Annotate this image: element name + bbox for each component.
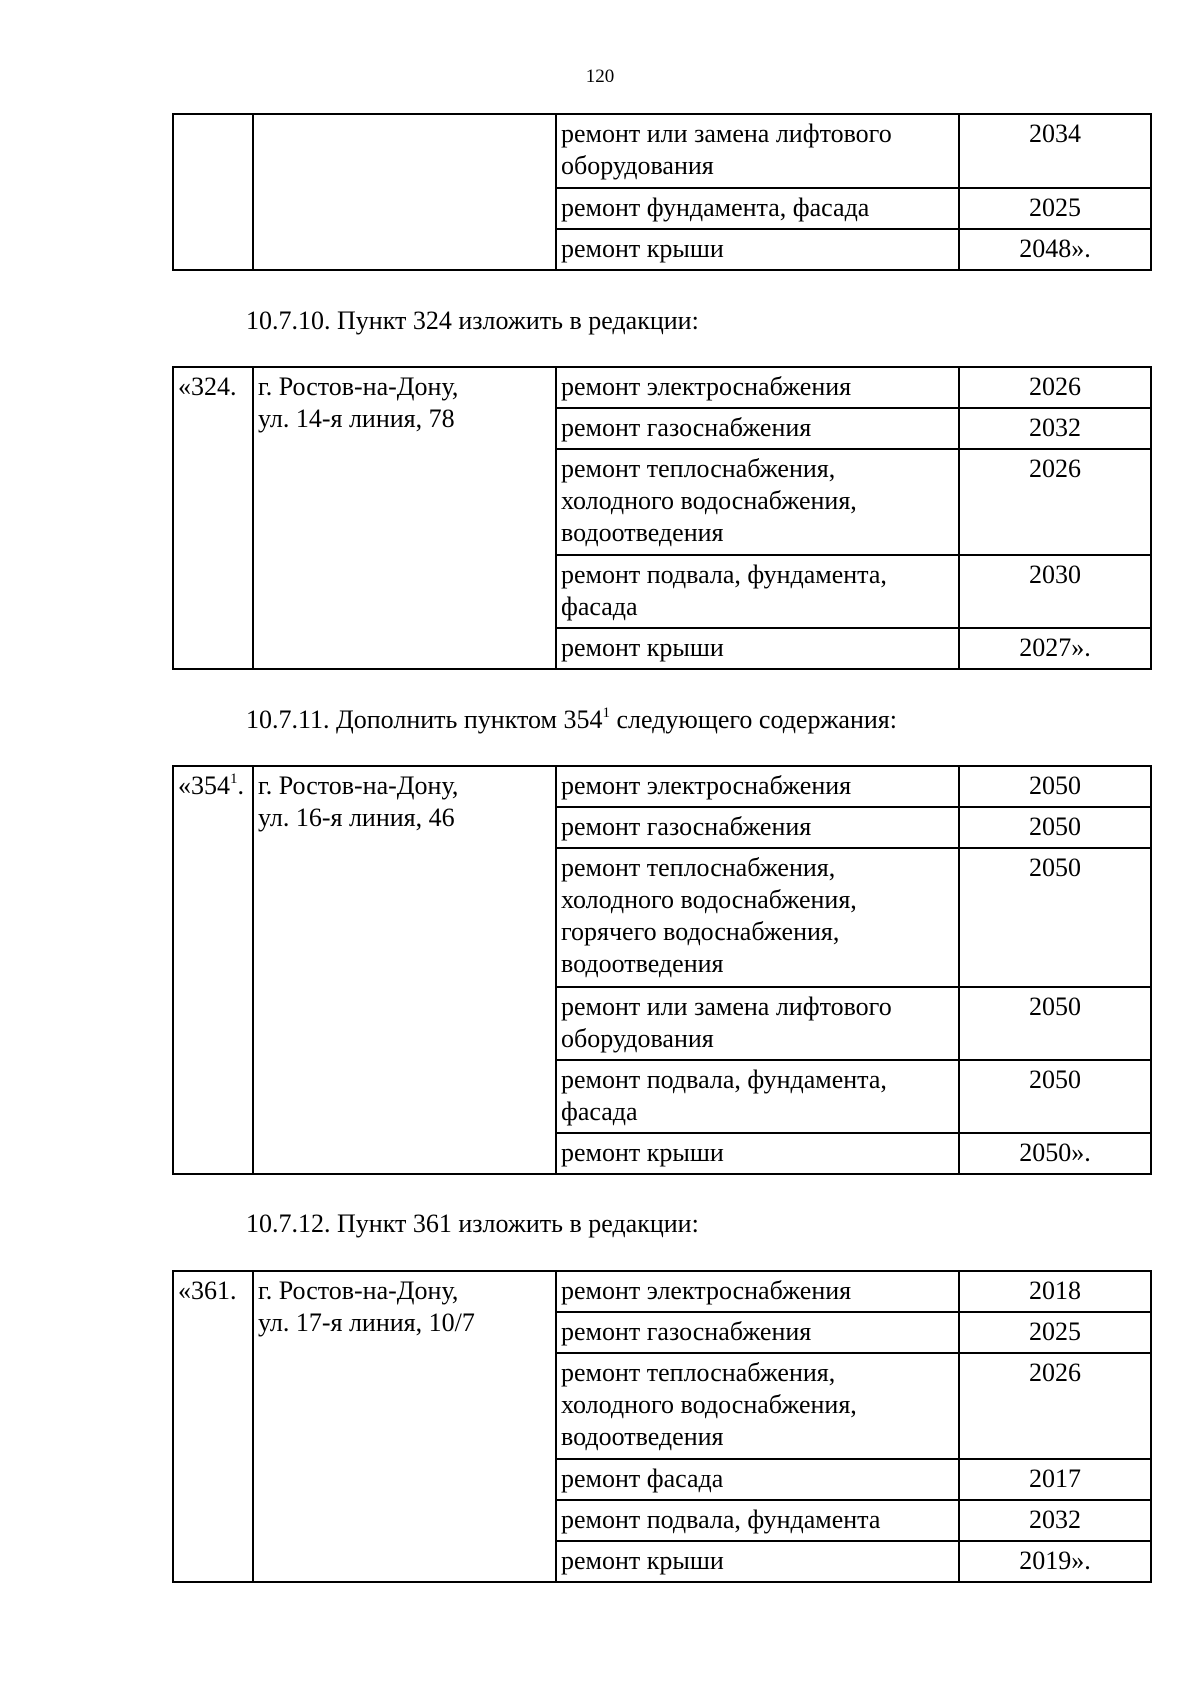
year-cell: 2050: [959, 848, 1151, 987]
work-cell: ремонт электроснабжения: [556, 367, 959, 408]
table-row: [173, 1271, 1151, 1312]
item-3541-table: [172, 765, 1152, 1175]
item-361-table: [172, 1270, 1152, 1583]
year-cell: 2050: [959, 987, 1151, 1060]
year-cell: 2026: [959, 367, 1151, 408]
number-cell: [173, 114, 253, 270]
work-cell: ремонт теплоснабжения, холодного водоснабжения, водоотведения: [556, 449, 959, 555]
table-row: [173, 766, 1151, 807]
address-cell: [253, 114, 556, 270]
year-cell: 2018: [959, 1271, 1151, 1312]
address-line: ул. 16-я линия, 46: [258, 803, 455, 832]
continuation-table: [172, 113, 1152, 271]
section-heading: [246, 704, 897, 736]
address-cell: [253, 367, 556, 669]
superscript: 1: [230, 771, 238, 787]
section-heading: 10.7.12. Пункт 361 изложить в редакции:: [246, 1209, 699, 1238]
heading-text: 10.7.11. Дополнить пунктом 354: [246, 705, 603, 734]
heading-text: следующего содержания:: [609, 705, 897, 734]
year-cell: 2026: [959, 1353, 1151, 1459]
address-line: ул. 17-я линия, 10/7: [258, 1308, 475, 1337]
year-cell: 2050: [959, 766, 1151, 807]
year-cell: 2032: [959, 408, 1151, 449]
address-cell: [253, 766, 556, 1174]
work-cell: ремонт крыши: [556, 1541, 959, 1582]
number-cell: «361.: [173, 1271, 253, 1582]
work-cell: ремонт теплоснабжения, холодного водоснабжения, водоотведения: [556, 1353, 959, 1459]
work-cell: ремонт фасада: [556, 1459, 959, 1500]
year-cell: 2032: [959, 1500, 1151, 1541]
year-cell: 2017: [959, 1459, 1151, 1500]
work-cell: ремонт крыши: [556, 1133, 959, 1174]
work-cell: ремонт электроснабжения: [556, 1271, 959, 1312]
address-line: ул. 14-я линия, 78: [258, 404, 455, 433]
work-cell: ремонт подвала, фундамента: [556, 1500, 959, 1541]
page-number: 120: [585, 66, 615, 87]
number-cell: [173, 766, 253, 1174]
number-text: .: [237, 771, 244, 800]
year-cell: 2025: [959, 1312, 1151, 1353]
address-line: г. Ростов-на-Дону,: [258, 1276, 459, 1305]
table-row: [173, 367, 1151, 408]
number-cell: «324.: [173, 367, 253, 669]
work-cell: ремонт фундамента, фасада: [556, 188, 959, 229]
section-heading: 10.7.10. Пункт 324 изложить в редакции:: [246, 306, 699, 335]
year-cell: 2027».: [959, 628, 1151, 669]
year-cell: 2019».: [959, 1541, 1151, 1582]
address-line: г. Ростов-на-Дону,: [258, 771, 459, 800]
work-cell: ремонт теплоснабжения, холодного водоснабжения, горячего водоснабжения, водоотведения: [556, 848, 959, 987]
work-cell: ремонт подвала, фундамента, фасада: [556, 1060, 959, 1133]
work-cell: ремонт подвала, фундамента, фасада: [556, 555, 959, 628]
item-324-table: [172, 366, 1152, 670]
work-cell: ремонт электроснабжения: [556, 766, 959, 807]
year-cell: 2050».: [959, 1133, 1151, 1174]
table-row: [173, 114, 1151, 188]
year-cell: 2050: [959, 1060, 1151, 1133]
work-cell: ремонт газоснабжения: [556, 408, 959, 449]
work-cell: ремонт крыши: [556, 229, 959, 270]
number-text: «354: [178, 771, 230, 800]
address-cell: [253, 1271, 556, 1582]
superscript: 1: [602, 705, 610, 721]
address-line: г. Ростов-на-Дону,: [258, 372, 459, 401]
year-cell: 2025: [959, 188, 1151, 229]
year-cell: 2050: [959, 807, 1151, 848]
year-cell: 2030: [959, 555, 1151, 628]
year-cell: 2026: [959, 449, 1151, 555]
work-cell: ремонт крыши: [556, 628, 959, 669]
year-cell: 2048».: [959, 229, 1151, 270]
work-cell: ремонт или замена лифтового оборудования: [556, 114, 959, 188]
work-cell: ремонт газоснабжения: [556, 1312, 959, 1353]
year-cell: 2034: [959, 114, 1151, 188]
work-cell: ремонт газоснабжения: [556, 807, 959, 848]
work-cell: ремонт или замена лифтового оборудования: [556, 987, 959, 1060]
